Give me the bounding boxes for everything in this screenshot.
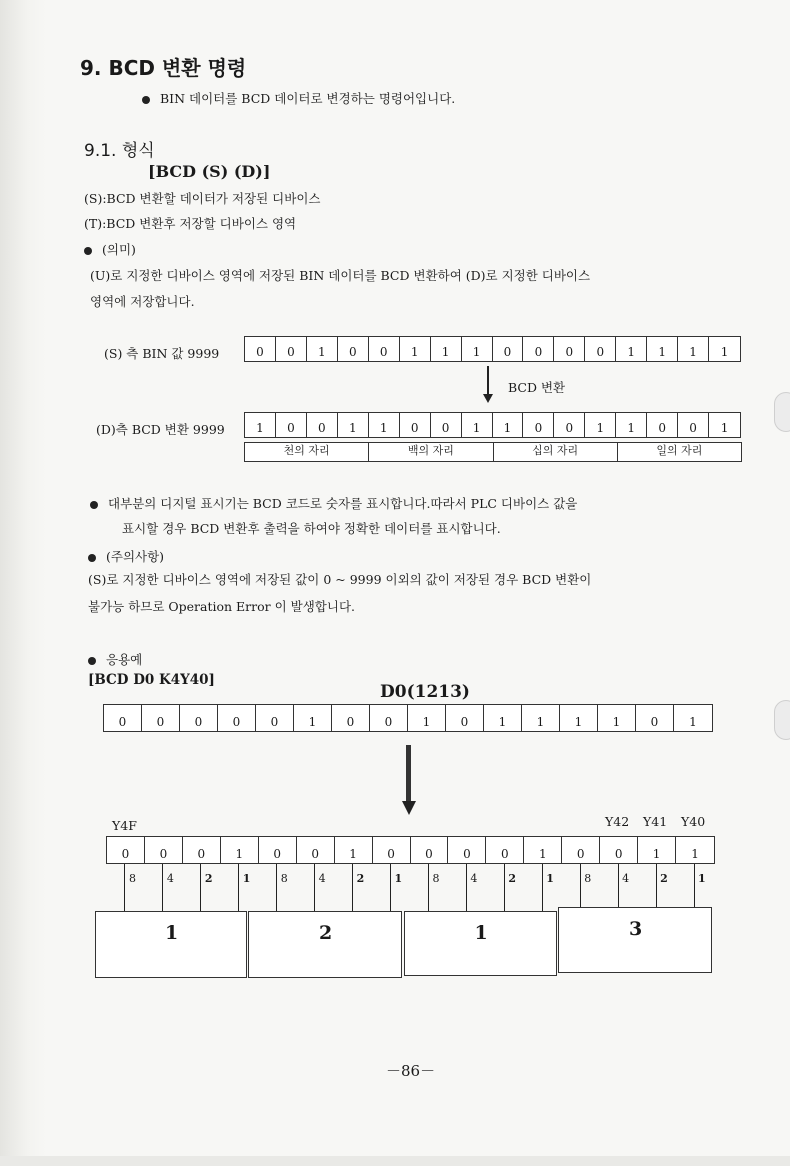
bcd-bit-cell: 0 [431,413,462,437]
y4f-label: Y4F [112,818,137,833]
y-bit-cell: 0 [562,837,600,863]
bin-bit-cell: 1 [647,337,678,361]
bin-bit-cell: 1 [307,337,338,361]
weight-connector [504,864,505,914]
bullet-icon [142,96,150,104]
bin-bit-cell: 1 [431,337,462,361]
syntax: [BCD (S) (D)] [148,162,271,181]
bcd-bit-cell: 0 [678,413,709,437]
punch-hole-top [774,392,790,432]
bcd-digit-box [248,911,402,978]
y-bit-cell: 0 [259,837,297,863]
y-bit-cell: 1 [691,847,699,861]
bcd-digit-value: 1 [474,922,488,944]
digit-place-label: 천의 자리 [245,443,369,461]
bcd-weight-label: 8 [128,872,136,885]
d0-bit-cell: 1 [484,705,522,731]
bcd-bit-cell: 1 [585,413,616,437]
bcd-bit-cell: 1 [462,413,493,437]
section-title: 9.1. 형식 [84,141,155,161]
bin-bit-cell: 0 [338,337,369,361]
y40-label: Y40 [681,814,706,829]
y-bit-cell: 0 [183,837,221,863]
d0-bit-cell: 0 [104,705,142,731]
y42-label: Y42 [605,814,630,829]
t-description: (T):BCD 변환후 저장할 디바이스 영역 [84,216,297,231]
bcd-bit-cell: 1 [338,413,369,437]
caution-label-line [88,547,164,565]
s-description: (S):BCD 변환할 데이터가 저장된 디바이스 [84,191,321,206]
bcd-weight-label: 8 [584,872,592,885]
bcd-weight-label: 1 [698,872,706,885]
register-label: D0(1213) [380,682,470,702]
bcd-label: (D)측 BCD 변환 9999 [96,422,225,437]
bcd-weight-label: 4 [318,872,326,885]
y-bit-cell: 0 [486,837,524,863]
bcd-weight-label: 1 [394,872,403,885]
y-bit-cell: 0 [411,837,449,863]
bcd-digit-box [558,907,712,973]
d0-bit-cell: 1 [408,705,446,731]
bcd-digit-value: 1 [165,922,179,944]
caution-label: (주의사항) [106,549,165,564]
display-note-text: 대부분의 디지털 표시기는 BCD 코드로 숫자를 표시합니다.따라서 PLC 디바이스 값을 [108,496,578,511]
bcd-digit-value: 3 [629,918,643,940]
bin-bit-row [244,336,741,362]
bcd-bit-cell: 0 [400,413,431,437]
y-bit-cell: 1 [638,837,676,863]
bottom-edge [0,1156,790,1166]
output-arrow-head-icon [402,801,416,815]
y-bit-cell: 0 [107,837,145,863]
bin-label: (S) 측 BIN 값 9999 [104,346,220,361]
bcd-weight-label: 2 [356,872,365,885]
bcd-bit-cell: 0 [554,413,585,437]
bin-bit-cell: 1 [678,337,709,361]
bullet-icon [90,501,98,509]
caution-line-2: 불가능 하므로 Operation Error 이 발생합니다. [88,599,355,614]
bcd-weight-label: 8 [432,872,440,885]
bin-bit-cell: 0 [554,337,585,361]
example-instruction: [BCD D0 K4Y40] [88,672,215,688]
y-bit-cell: 1 [524,837,562,863]
display-note-line-1 [90,494,577,512]
digit-place-row [244,442,742,462]
y-bit-cell: 1 [335,837,373,863]
bin-bit-cell: 1 [616,337,647,361]
y-output-bit-row [106,836,715,864]
y-bit-cell: 0 [448,837,486,863]
bcd-digit-value: 2 [319,922,333,944]
bin-bit-cell: 1 [400,337,431,361]
d0-bit-cell: 0 [180,705,218,731]
bcd-digit-box [404,911,557,976]
digit-place-label: 백의 자리 [369,443,493,461]
d0-bit-cell: 1 [598,705,636,731]
meaning-line-2: 영역에 저장합니다. [90,294,195,309]
y-bit-cell: 0 [145,837,183,863]
page-number: －86－ [386,1062,436,1080]
d0-bit-cell: 0 [370,705,408,731]
d0-bit-cell: 0 [446,705,484,731]
weight-connector [352,864,353,914]
bin-bit-cell: 0 [585,337,616,361]
d0-bit-cell: 1 [294,705,332,731]
bcd-weight-label: 2 [660,872,668,885]
convert-label: BCD 변환 [508,380,566,395]
bullet-icon [88,657,96,665]
intro-line [142,89,455,107]
bcd-weight-label: 4 [166,872,174,885]
weight-connector [162,864,163,914]
d0-bit-cell: 0 [256,705,294,731]
bcd-weight-label: 4 [470,872,478,885]
y-bit-cell: 0 [373,837,411,863]
bcd-weight-label: 8 [280,872,288,885]
y41-label: Y41 [643,814,668,829]
d0-bit-cell: 1 [560,705,598,731]
meaning-label-line [84,240,136,258]
y-bit-cell: 0 [600,837,638,863]
output-arrow-shaft [406,745,411,803]
weight-connector [542,864,543,914]
display-note-line-2: 표시할 경우 BCD 변환후 출력을 하여야 정확한 데이터를 표시합니다. [122,521,501,536]
example-label-line [88,650,142,668]
d0-bit-cell: 1 [522,705,560,731]
weight-connector [314,864,315,914]
digit-place-label: 일의 자리 [656,444,703,457]
d0-bit-cell: 0 [636,705,674,731]
y-bit-cell: 1 [221,837,259,863]
bullet-icon [84,247,92,255]
bin-bit-cell: 1 [720,345,729,359]
bcd-weight-label: 2 [204,872,213,885]
d0-bit-cell: 0 [218,705,256,731]
bullet-icon [88,554,96,562]
bin-bit-cell: 0 [276,337,307,361]
bcd-bit-cell: 0 [647,413,678,437]
convert-arrow-head-icon [483,394,493,403]
convert-arrow-shaft [487,366,489,394]
d0-bit-cell: 0 [142,705,180,731]
caution-line-1: (S)로 지정한 디바이스 영역에 저장된 값이 0 ~ 9999 이외의 값이 저장된 경우 BCD 변환이 [88,572,592,587]
d0-bit-cell: 1 [689,715,697,729]
weight-connector [466,864,467,914]
meaning-line-1: (U)로 지정한 디바이스 영역에 저장된 BIN 데이터를 BCD 변환하여 (D)로 지정한 디바이스 [90,268,591,283]
d0-bit-cell: 0 [332,705,370,731]
intro-text: BIN 데이터를 BCD 데이터로 변경하는 명령어입니다. [160,91,456,106]
bcd-bit-cell: 1 [245,413,276,437]
bcd-bit-row [244,412,741,438]
binding-edge [0,0,46,1166]
bin-bit-cell: 0 [523,337,554,361]
bcd-bit-cell: 1 [720,421,729,435]
bcd-bit-cell: 0 [276,413,307,437]
bin-bit-cell: 0 [493,337,524,361]
bcd-bit-cell: 1 [493,413,524,437]
weight-connector [276,864,277,914]
y-bit-cell: 0 [297,837,335,863]
bcd-weight-label: 2 [508,872,516,885]
bin-bit-cell: 1 [462,337,493,361]
digit-place-label: 십의 자리 [494,443,618,461]
d0-bit-row [103,704,713,732]
weight-connector [124,864,125,914]
weight-connector [238,864,239,914]
bcd-bit-cell: 1 [369,413,400,437]
bcd-bit-cell: 0 [523,413,554,437]
weight-connector [390,864,391,914]
bcd-weight-label: 1 [546,872,554,885]
meaning-label: (의미) [102,242,136,257]
bcd-weight-label: 4 [622,872,630,885]
example-label: 응용예 [106,652,143,667]
bin-bit-cell: 0 [245,337,276,361]
punch-hole-bottom [774,700,790,740]
weight-connector [428,864,429,914]
bin-bit-cell: 0 [369,337,400,361]
page-title: 9. BCD 변환 명령 [80,56,247,80]
weight-connector [200,864,201,914]
bcd-bit-cell: 0 [307,413,338,437]
bcd-digit-box [95,911,247,978]
bcd-bit-cell: 1 [616,413,647,437]
bcd-weight-label: 1 [242,872,251,885]
